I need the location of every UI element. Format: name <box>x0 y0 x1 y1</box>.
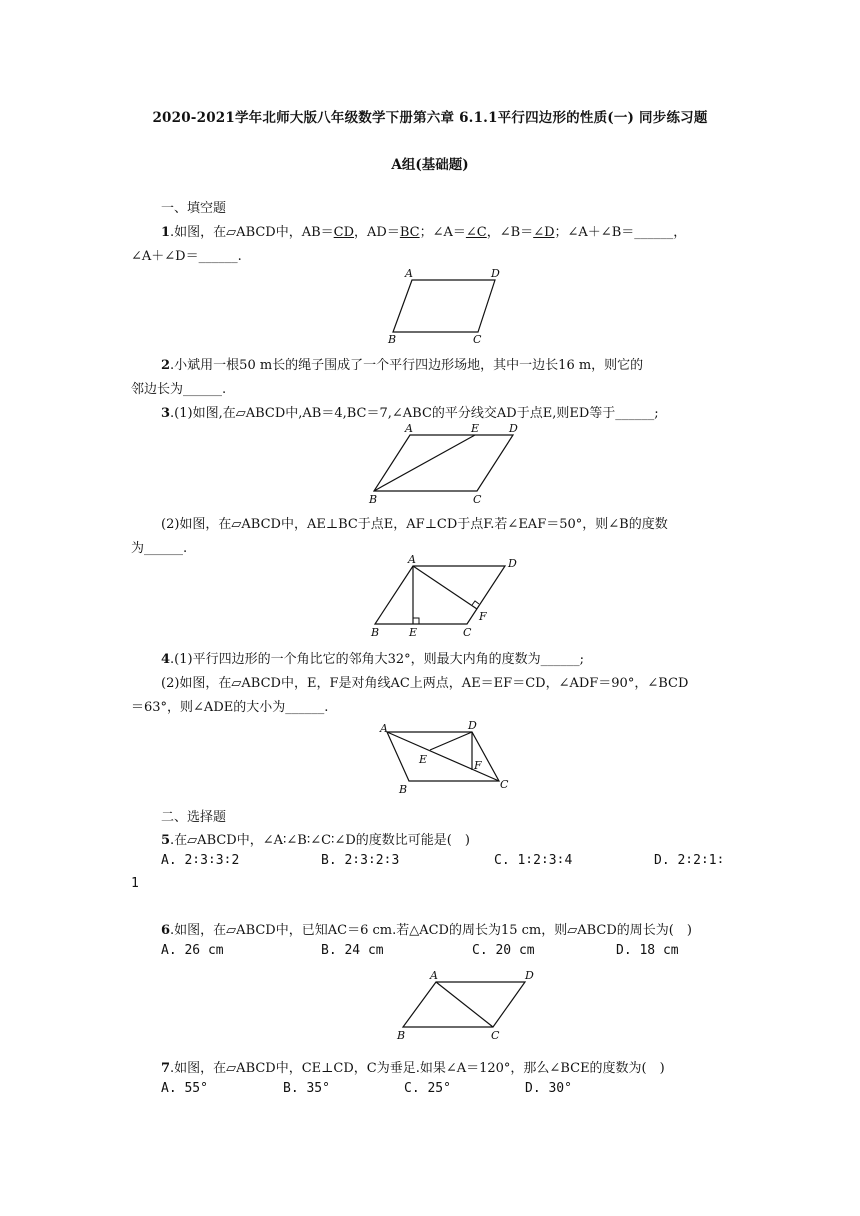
q1-text-5: ；∠A＋∠B＝______， <box>554 225 687 240</box>
fig5-label-c: C <box>491 1029 500 1042</box>
question-6-stem <box>161 919 692 938</box>
section-multiple-choice: 二、选择题 <box>161 810 227 825</box>
question-3-number: 3 <box>161 406 171 421</box>
fig3-label-f: F <box>479 610 487 623</box>
question-5-stem <box>161 829 470 848</box>
q1-answer-2: BC <box>399 225 420 240</box>
q1-text-3: ；∠A＝ <box>419 225 466 240</box>
q5-option-d-wrap: 1 <box>131 876 139 891</box>
fig1-label-b: B <box>388 333 397 345</box>
section-fill-in: 一、填空题 <box>161 201 227 216</box>
fig2-label-a: A <box>405 422 413 435</box>
question-7-number: 7 <box>161 1061 171 1076</box>
q7-option-c: C. 25° <box>404 1081 451 1096</box>
fig3-label-a: A <box>408 553 416 566</box>
question-1-line2: ∠A＋∠D＝______. <box>131 249 242 264</box>
q6-option-c: C. 20 cm <box>472 943 535 958</box>
q5-option-c: C. 1∶2∶3∶4 <box>494 853 573 868</box>
fig2-label-c: C <box>473 493 482 506</box>
figure-parallelogram-3 <box>365 553 535 643</box>
fig3-label-d: D <box>508 557 517 570</box>
fig3-label-e: E <box>409 626 418 639</box>
q6-option-a: A. 26 cm <box>161 943 224 958</box>
fig5-label-a: A <box>430 969 438 982</box>
fig5-label-b: B <box>397 1029 406 1042</box>
question-5-number: 5 <box>161 833 171 848</box>
q6-option-b: B. 24 cm <box>321 943 384 958</box>
page-title: 2020-2021学年北师大版八年级数学下册第六章 6.1.1平行四边形的性质(一) 同步练习题 <box>152 110 708 126</box>
q1-text-4: ，∠B＝ <box>486 225 534 240</box>
question-4-number: 4 <box>161 652 171 667</box>
fig4-label-d: D <box>468 719 477 732</box>
q1-answer-4: ∠D <box>533 225 555 240</box>
figure-parallelogram-1 <box>385 265 515 345</box>
q5-option-a: A. 2∶3∶3∶2 <box>161 853 240 868</box>
fig1-label-a: A <box>405 267 413 280</box>
question-2-number: 2 <box>161 358 171 373</box>
fig2-label-d: D <box>509 422 518 435</box>
q6-option-d: D. 18 cm <box>616 943 679 958</box>
fig5-label-d: D <box>525 969 534 982</box>
q3-text: .(1)如图,在▱ABCD中,AB＝4,BC＝7,∠ABC的平分线交AD于点E,则ED等于______; <box>170 406 659 421</box>
q1-answer-3: ∠C <box>465 225 487 240</box>
fig2-label-e: E <box>471 422 480 435</box>
q5-text: .在▱ABCD中，∠A∶∠B∶∠C∶∠D的度数比可能是( ) <box>170 833 470 848</box>
question-2-line1 <box>161 354 643 373</box>
figure-parallelogram-5 <box>392 963 542 1048</box>
q1-answer-1: CD <box>333 225 355 240</box>
fig3-label-b: B <box>371 626 380 639</box>
question-1-number: 1 <box>161 225 171 240</box>
q7-text: .如图，在▱ABCD中，CE⊥CD，C为垂足.如果∠A＝120°，那么∠BCE的度数为( ) <box>170 1061 665 1076</box>
q7-option-a: A. 55° <box>161 1081 208 1096</box>
fig4-label-b: B <box>399 783 408 796</box>
q7-option-b: B. 35° <box>283 1081 330 1096</box>
q4-text: .(1)平行四边形的一个角比它的邻角大32°，则最大内角的度数为______; <box>170 652 585 667</box>
figure-parallelogram-4 <box>375 718 515 798</box>
question-2-line2: 邻边长为______. <box>131 382 227 397</box>
q5-option-d: D. 2∶2∶1∶ <box>654 853 725 868</box>
question-7-stem <box>161 1057 665 1076</box>
q7-option-d: D. 30° <box>525 1081 572 1096</box>
q5-option-b: B. 2∶3∶2∶3 <box>321 853 400 868</box>
q6-text: .如图，在▱ABCD中，已知AC＝6 cm.若△ACD的周长为15 cm，则▱ABCD的周长为( ) <box>170 923 692 938</box>
group-heading: A组(基础题) <box>391 157 469 173</box>
figure-parallelogram-2 <box>365 420 525 510</box>
fig2-label-b: B <box>369 493 378 506</box>
q1-text-1: .如图，在▱ABCD中，AB＝ <box>170 225 334 240</box>
q2-text: .小斌用一根50 m长的绳子围成了一个平行四边形场地，其中一边长16 m，则它的 <box>170 358 644 373</box>
question-3-line1 <box>161 402 659 421</box>
question-3-part2-line1: (2)如图，在▱ABCD中，AE⊥BC于点E，AF⊥CD于点F.若∠EAF＝50°，则∠B的度数 <box>161 517 668 532</box>
fig3-label-c: C <box>463 626 472 639</box>
question-6-number: 6 <box>161 923 171 938</box>
question-4-part2-line1: (2)如图，在▱ABCD中，E，F是对角线AC上两点，AE＝EF＝CD，∠ADF＝90°，∠BCD <box>161 676 689 691</box>
question-4-line1 <box>161 648 584 667</box>
q1-text-2: ，AD＝ <box>354 225 400 240</box>
question-4-part2-line2: ＝63°，则∠ADE的大小为______. <box>131 700 329 715</box>
fig4-label-c: C <box>500 778 509 791</box>
question-3-part2-line2: 为______. <box>131 541 188 556</box>
fig4-label-f: F <box>474 759 482 772</box>
fig1-label-c: C <box>473 333 482 345</box>
question-1-line1 <box>161 221 686 240</box>
fig1-label-d: D <box>491 267 500 280</box>
fig4-label-e: E <box>419 753 428 766</box>
fig4-label-a: A <box>380 722 388 735</box>
